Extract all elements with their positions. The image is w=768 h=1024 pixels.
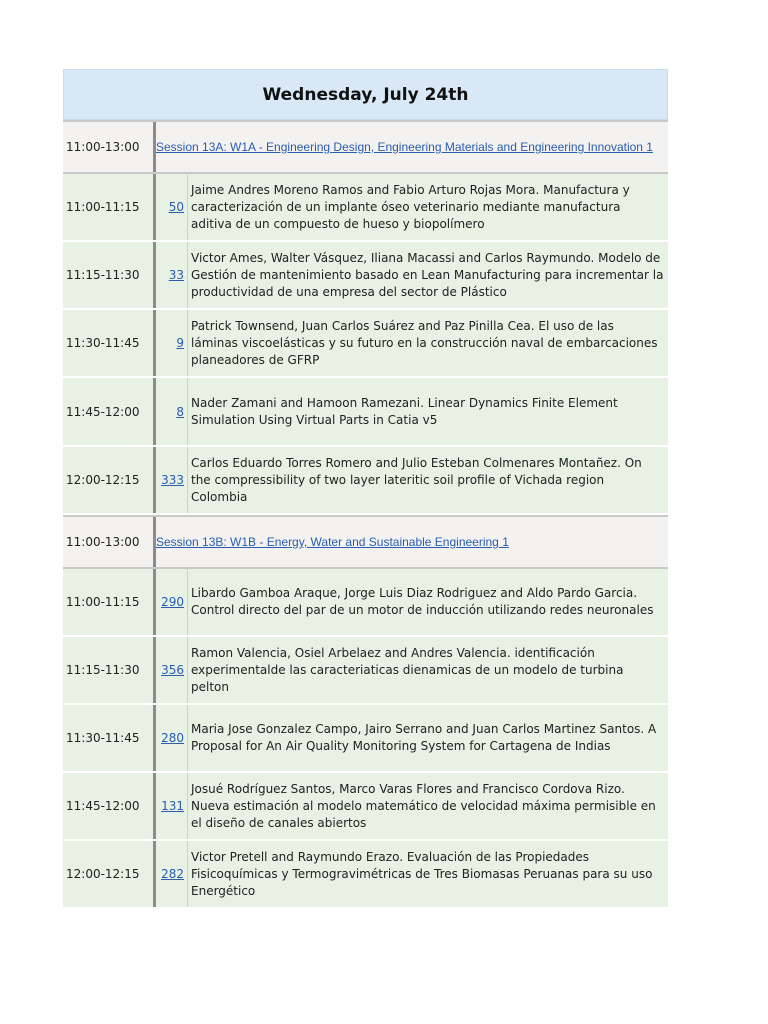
paper-id-link[interactable]: 333 <box>161 473 184 487</box>
session-time: 11:00-13:00 <box>63 122 156 172</box>
paper-description: Libardo Gamboa Araque, Jorge Luis Diaz Rodriguez and Aldo Pardo Garcia. Control directo del par de un motor de inducción utilizando redes neuronales <box>191 586 654 617</box>
paper-id-link[interactable]: 9 <box>176 336 184 350</box>
paper-time: 11:15-11:30 <box>63 242 156 308</box>
day-header <box>63 69 668 120</box>
paper-description: Jaime Andres Moreno Ramos and Fabio Arturo Rojas Mora. Manufactura y caracterización de un implante óseo veterinario mediante manufactura aditiva de un compuesto de hueso y biopolímero <box>191 182 630 231</box>
paper-description: Carlos Eduardo Torres Romero and Julio Esteban Colmenares Montañez. On the compressibility of two layer lateritic soil profile of Vichada region Colombia <box>191 455 642 504</box>
session-row <box>63 120 668 174</box>
paper-row <box>63 174 668 242</box>
paper-row <box>63 569 668 637</box>
session-title-link[interactable]: Session 13A: W1A - Engineering Design, Engineering Materials and Engineering Innovation 1 <box>156 140 653 154</box>
session-title-cell <box>156 517 668 567</box>
session-title-link[interactable]: Session 13B: W1B - Energy, Water and Sustainable Engineering 1 <box>156 535 509 549</box>
paper-row <box>63 447 668 515</box>
paper-description: Maria Jose Gonzalez Campo, Jairo Serrano and Juan Carlos Martinez Santos. A Proposal for An Air Quality Monitoring System for Cartagena de Indias <box>191 722 657 753</box>
paper-description: Ramon Valencia, Osiel Arbelaez and Andres Valencia. identificación experimentalde las caracteriaticas dienamicas de un modelo de turbina pelton <box>191 645 624 694</box>
paper-row <box>63 773 668 841</box>
paper-time: 11:30-11:45 <box>63 705 156 771</box>
paper-time: 12:00-12:15 <box>63 447 156 513</box>
paper-row <box>63 841 668 909</box>
paper-id-link[interactable]: 131 <box>161 799 184 813</box>
paper-time: 11:30-11:45 <box>63 310 156 376</box>
session-time: 11:00-13:00 <box>63 517 156 567</box>
paper-row <box>63 378 668 447</box>
paper-description: Josué Rodríguez Santos, Marco Varas Flores and Francisco Cordova Rizo. Nueva estimación al modelo matemático de velocidad máxima permisible en el diseño de canales abiertos <box>191 781 656 830</box>
paper-id-link[interactable]: 8 <box>176 404 184 419</box>
paper-id-link[interactable]: 282 <box>161 867 184 881</box>
session-title-cell <box>156 122 668 172</box>
paper-id-link[interactable]: 290 <box>161 595 184 609</box>
paper-time: 12:00-12:15 <box>63 841 156 907</box>
paper-description: Nader Zamani and Hamoon Ramezani. Linear Dynamics Finite Element Simulation Using Virtual Parts in Catia v5 <box>191 395 618 427</box>
day-title: Wednesday, July 24th <box>262 84 469 105</box>
paper-description: Patrick Townsend, Juan Carlos Suárez and Paz Pinilla Cea. El uso de las láminas viscoelásticas y su futuro en la construcción naval de embarcaciones planeadores de GFRP <box>191 318 658 367</box>
paper-time: 11:00-11:15 <box>63 569 156 635</box>
paper-description: Victor Ames, Walter Vásquez, Iliana Macassi and Carlos Raymundo. Modelo de Gestión de mantenimiento basado en Lean Manufacturing para incrementar la productividad de una empresa del sector de Plástico <box>191 250 664 299</box>
paper-time: 11:00-11:15 <box>63 174 156 240</box>
schedule-table <box>63 69 668 909</box>
paper-row <box>63 637 668 705</box>
paper-description: Victor Pretell and Raymundo Erazo. Evaluación de las Propiedades Fisicoquímicas y Termogravimétricas de Tres Biomasas Peruanas para su uso Energético <box>191 849 653 898</box>
paper-id-link[interactable]: 356 <box>161 663 184 677</box>
session-row <box>63 515 668 569</box>
paper-time: 11:45-12:00 <box>63 773 156 839</box>
paper-id-link[interactable]: 33 <box>168 268 184 282</box>
paper-row <box>63 310 668 378</box>
paper-row <box>63 705 668 773</box>
paper-time: 11:45-12:00 <box>63 378 156 445</box>
paper-row <box>63 242 668 310</box>
paper-id-link[interactable]: 50 <box>168 200 184 214</box>
paper-time: 11:15-11:30 <box>63 637 156 703</box>
paper-id-link[interactable]: 280 <box>161 731 184 745</box>
